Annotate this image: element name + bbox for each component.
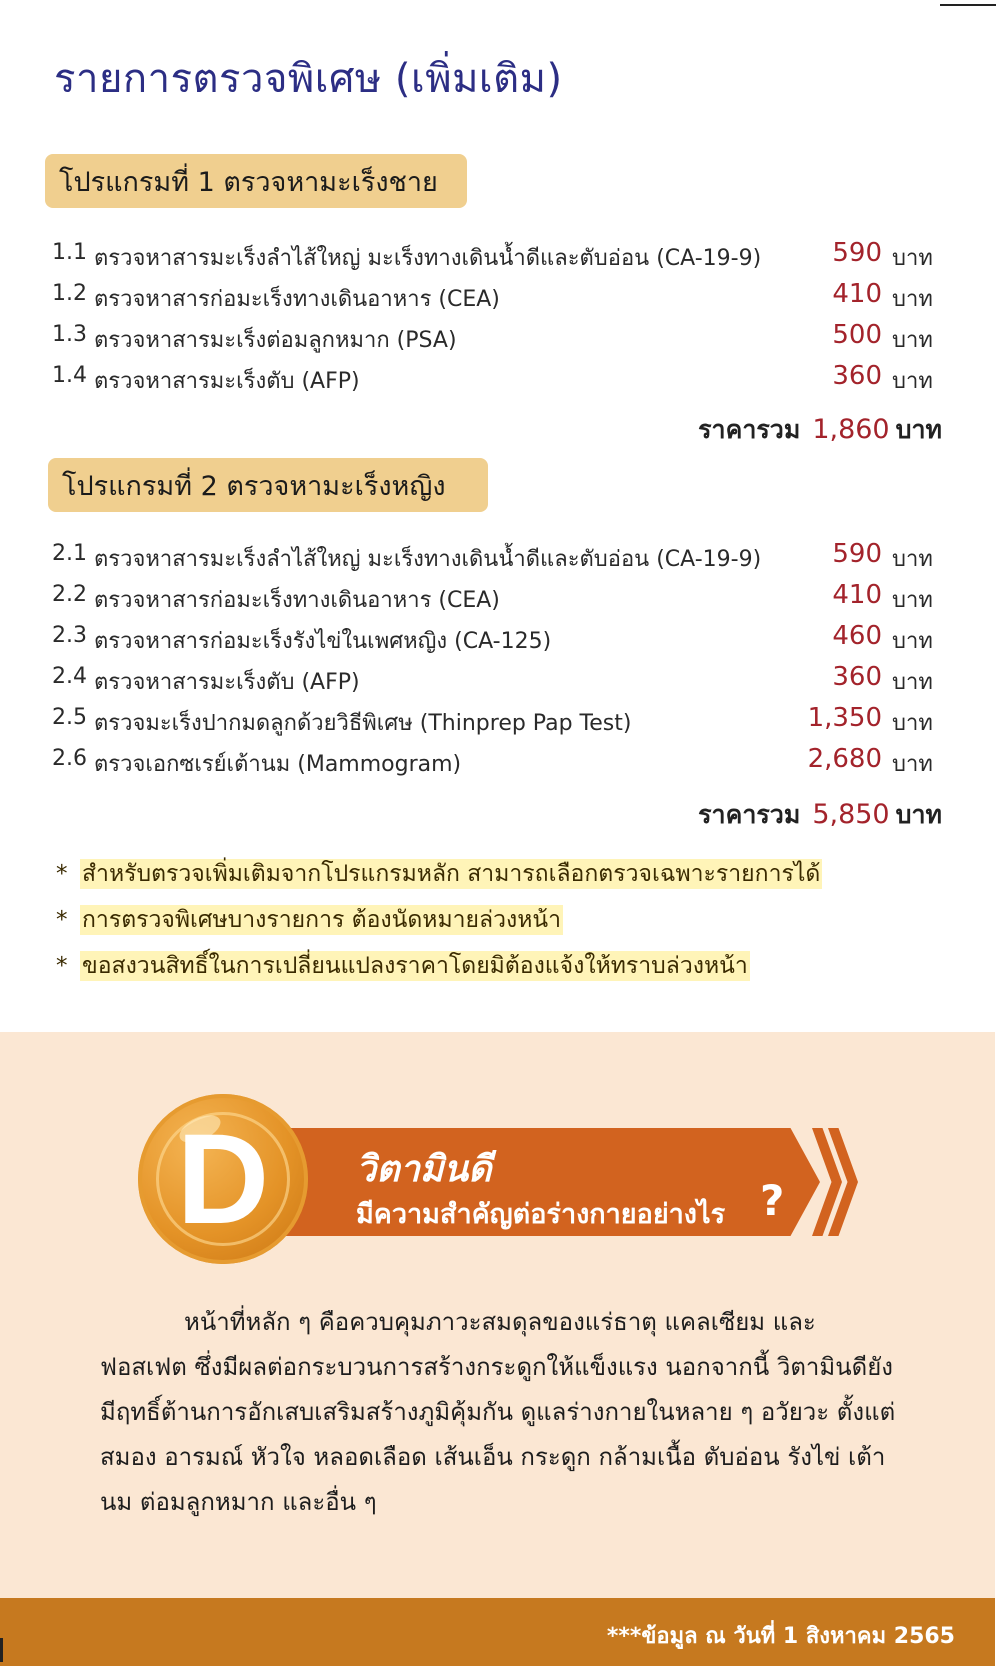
item-unit: บาท: [892, 287, 933, 312]
item-unit: บาท: [892, 588, 933, 613]
list-item: [52, 316, 942, 357]
item-code: 2.5: [52, 705, 87, 730]
list-item: [52, 275, 942, 316]
item-price: 590: [832, 539, 882, 569]
list-item: [52, 617, 942, 658]
item-unit: บาท: [892, 328, 933, 353]
item-code: 2.4: [52, 664, 87, 689]
note-text: สำหรับตรวจเพิ่มเติมจากโปรแกรมหลัก สามารถเลือกตรวจเฉพาะรายการได้: [82, 861, 821, 887]
top-divider: [940, 4, 996, 6]
item-price: 360: [832, 361, 882, 391]
item-code: 1.1: [52, 240, 87, 265]
item-label: ตรวจหาสารก่อมะเร็งทางเดินอาหาร (CEA): [94, 287, 500, 312]
item-label: ตรวจมะเร็งปากมดลูกด้วยวิธีพิเศษ (Thinprep Pap Test): [94, 711, 632, 736]
note-star: *: [56, 953, 68, 979]
item-label: ตรวจหาสารมะเร็งลำไส้ใหญ่ มะเร็งทางเดินน้ำดีและตับอ่อน (CA-19-9): [94, 246, 762, 271]
list-item: [52, 357, 942, 398]
item-label: ตรวจหาสารมะเร็งต่อมลูกหมาก (PSA): [94, 328, 457, 353]
note-star: *: [56, 907, 68, 933]
edge-mark: [0, 1638, 3, 1662]
item-label: ตรวจหาสารมะเร็งลำไส้ใหญ่ มะเร็งทางเดินน้ำดีและตับอ่อน (CA-19-9): [94, 547, 762, 572]
item-price: 2,680: [807, 744, 882, 774]
program1-item-list: [52, 234, 942, 398]
item-label: ตรวจหาสารมะเร็งตับ (AFP): [94, 369, 360, 394]
total-value: 1,860: [812, 414, 890, 445]
note-star: *: [56, 861, 68, 887]
badge-letter: D: [176, 1108, 270, 1251]
list-item: [52, 740, 942, 781]
item-price: 360: [832, 662, 882, 692]
item-price: 460: [832, 621, 882, 651]
item-code: 2.6: [52, 746, 87, 771]
total-label: ราคารวม: [698, 800, 801, 829]
item-code: 1.2: [52, 281, 87, 306]
item-code: 2.2: [52, 582, 87, 607]
item-unit: บาท: [892, 629, 933, 654]
item-unit: บาท: [892, 752, 933, 777]
program1-total: [698, 410, 942, 450]
item-label: ตรวจหาสารก่อมะเร็งทางเดินอาหาร (CEA): [94, 588, 500, 613]
note-item: [56, 856, 822, 902]
item-unit: บาท: [892, 369, 933, 394]
program2-total: [698, 795, 942, 835]
program2-header: โปรแกรมที่ 2 ตรวจหามะเร็งหญิง: [48, 458, 488, 512]
list-item: [52, 699, 942, 740]
item-price: 590: [832, 238, 882, 268]
note-item: [56, 902, 822, 948]
item-label: ตรวจหาสารมะเร็งตับ (AFP): [94, 670, 360, 695]
note-item: [56, 948, 822, 994]
total-label: ราคารวม: [698, 415, 801, 444]
item-code: 2.3: [52, 623, 87, 648]
note-text: ขอสงวนสิทธิ์ในการเปลี่ยนแปลงราคาโดยมิต้องแจ้งให้ทราบล่วงหน้า: [82, 953, 748, 979]
list-item: [52, 535, 942, 576]
list-item: [52, 234, 942, 275]
vitamin-d-subtitle: มีความสำคัญต่อร่างกายอย่างไร: [356, 1199, 726, 1230]
footer-bar: [0, 1598, 995, 1666]
page-title: รายการตรวจพิเศษ (เพิ่มเติม): [54, 56, 563, 102]
program1-header: โปรแกรมที่ 1 ตรวจหามะเร็งชาย: [45, 154, 467, 208]
vitamin-d-paragraph: หน้าที่หลัก ๆ คือควบคุมภาวะสมดุลของแร่ธาตุ แคลเซียม และฟอสเฟต ซึ่งมีผลต่อกระบวนการสร้างกระดูกให้แข็งแรง นอกจากนี้ วิตามินดียังมีฤทธิ์ต้านการอักเสบเสริมสร้างภูมิคุ้มกัน ดูแลร่างกายในหลาย ๆ อวัยวะ ตั้งแต่สมอง อารมณ์ หัวใจ หลอดเลือด เส้นเอ็น กระดูก กล้ามเนื้อ ตับอ่อน รังไข่ เต้านม ต่อมลูกหมาก และอื่น ๆ: [100, 1308, 896, 1516]
total-unit: บาท: [895, 415, 942, 444]
item-price: 410: [832, 279, 882, 309]
item-unit: บาท: [892, 547, 933, 572]
item-label: ตรวจเอกซเรย์เต้านม (Mammogram): [94, 752, 462, 777]
item-label: ตรวจหาสารก่อมะเร็งรังไข่ในเพศหญิง (CA-125): [94, 629, 552, 654]
total-value: 5,850: [812, 799, 890, 830]
item-unit: บาท: [892, 670, 933, 695]
notes-list: [56, 856, 822, 994]
item-price: 1,350: [807, 703, 882, 733]
footer-note: ***ข้อมูล ณ วันที่ 1 สิงหาคม 2565: [606, 1624, 955, 1649]
item-unit: บาท: [892, 246, 933, 271]
vitamin-d-title: วิตามินดี: [356, 1149, 492, 1190]
item-code: 1.4: [52, 363, 87, 388]
item-code: 1.3: [52, 322, 87, 347]
question-mark-icon: ?: [760, 1176, 785, 1225]
item-unit: บาท: [892, 711, 933, 736]
total-unit: บาท: [895, 800, 942, 829]
item-code: 2.1: [52, 541, 87, 566]
list-item: [52, 658, 942, 699]
note-text: การตรวจพิเศษบางรายการ ต้องนัดหมายล่วงหน้า: [82, 907, 562, 933]
list-item: [52, 576, 942, 617]
program2-item-list: [52, 535, 942, 781]
item-price: 500: [832, 320, 882, 350]
item-price: 410: [832, 580, 882, 610]
